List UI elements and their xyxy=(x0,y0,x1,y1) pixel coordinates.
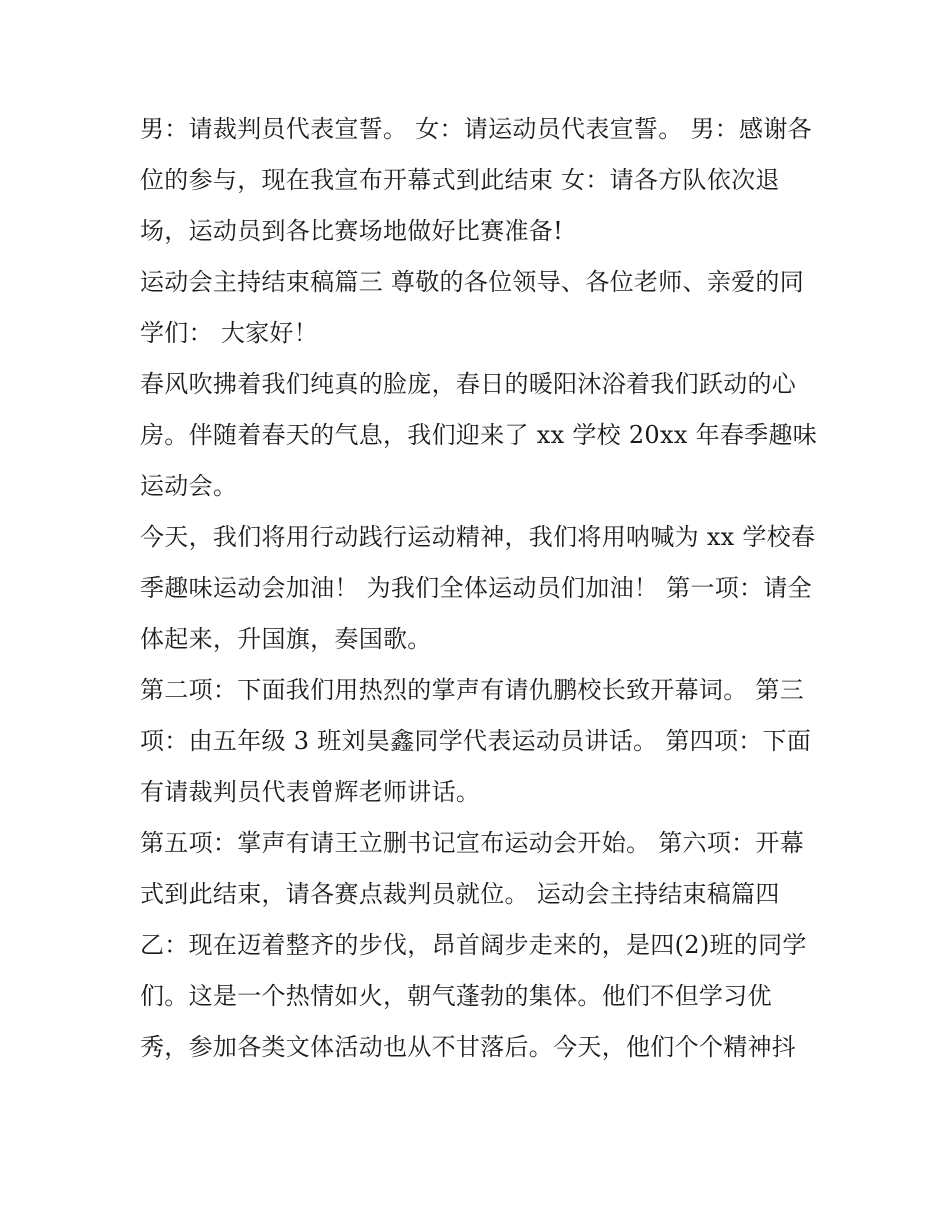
paragraph-oath-and-closing: 男：请裁判员代表宣誓。 女：请运动员代表宣誓。 男：感谢各位的参与，现在我宣布开幕式到此结束 女：请各方队依次退场，运动员到各比赛场地做好比赛准备! xyxy=(140,115,812,245)
paragraph-spring-breeze: 春风吹拂着我们纯真的脸庞，春日的暖阳沐浴着我们跃动的心房。伴随着春天的气息，我们迎来了 xx 学校 20xx 年春季趣味运动会。 xyxy=(140,370,818,500)
paragraph-items-two-to-four: 第二项：下面我们用热烈的掌声有请仇鹏校长致开幕词。 第三项：由五年级 3 班刘昊鑫同学代表运动员讲话。 第四项：下面有请裁判员代表曾辉老师讲话。 xyxy=(140,676,812,806)
paragraph-speech-three-opening: 运动会主持结束稿篇三 尊敬的各位领导、各位老师、亲爱的同学们： 大家好！ xyxy=(140,268,805,347)
document-body xyxy=(140,104,820,1073)
paragraph-items-five-six: 第五项：掌声有请王立删书记宣布运动会开始。 第六项：开幕式到此结束，请各赛点裁判员就位。 运动会主持结束稿篇四 xyxy=(140,829,805,908)
paragraph-class-parade: 乙：现在迈着整齐的步伐，昂首阔步走来的，是四(2)班的同学们。这是一个热情如火，朝气蓬勃的集体。他们不但学习优秀，参加各类文体活动也从不甘落后。今天，他们个个精神抖 xyxy=(140,931,807,1061)
paragraph-item-one: 今天，我们将用行动践行运动精神，我们将用呐喊为 xx 学校春季趣味运动会加油！ 为我们全体运动员们加油！ 第一项：请全体起来，升国旗，奏国歌。 xyxy=(140,523,816,653)
